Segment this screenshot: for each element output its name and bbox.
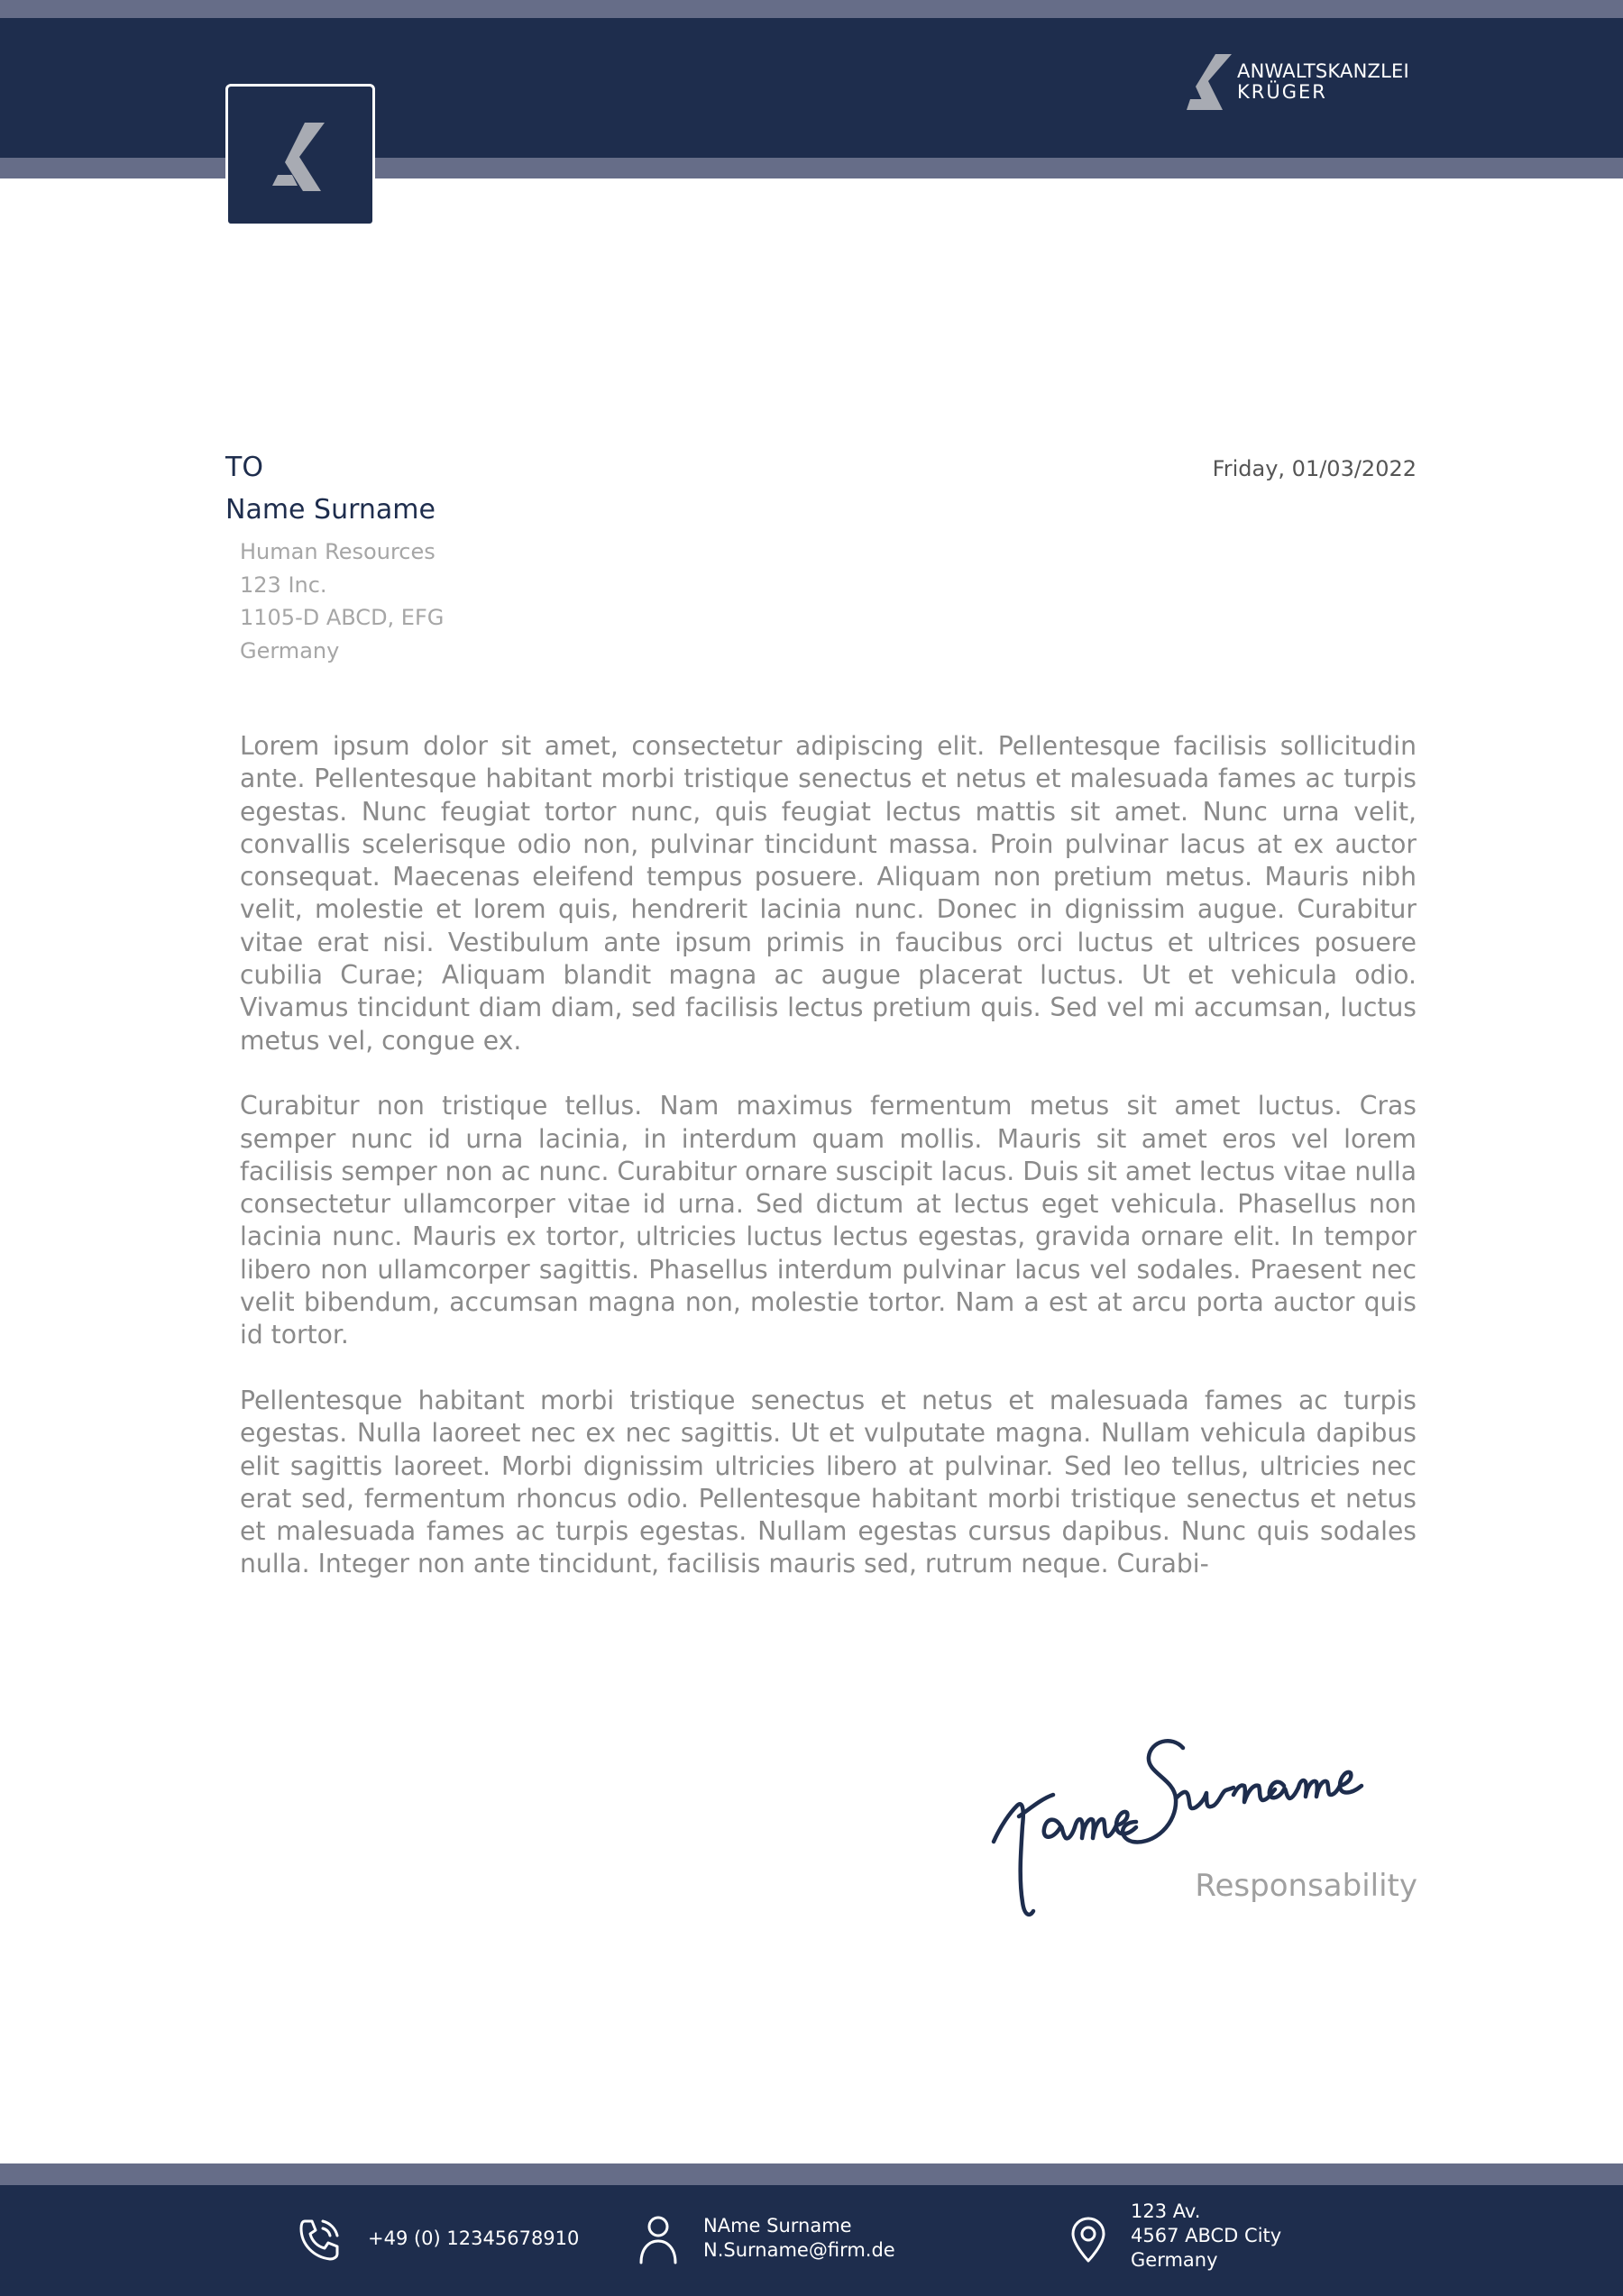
footer-address-line3: Germany <box>1131 2249 1218 2271</box>
body-paragraph: Lorem ipsum dolor sit amet, consectetur adipiscing elit. Pellentesque facilisis sollicitudin ante. Pellentesque habitant morbi tristique senectus et netus et malesuada fames ac turpis egestas. Nunc feugiat tortor nunc, quis feugiat lectus mattis sit amet. Nunc urna velit, convallis scelerisque odio non, pulvinar tincidunt massa. Proin pulvinar lacus at ex auctor consequat. Maecenas eleifend tempus posuere. Aliquam non pretium metus. Mauris nibh velit, molestie et lorem quis, hendrerit lacinia nunc. Donec in dignissim augue. Curabitur vitae erat nisi. Vestibulum ante ipsum primis in faucibus orci luctus et ultrices posuere cubilia Curae; Aliquam blandit magna ac augue placerat luctus. Ut et vehicula odio. Vivamus tincidunt diam diam, sed facilisis lectus pretium quis. Sed vel mi accumsan, luctus metus vel, congue ex. <box>240 731 1417 1056</box>
recipient-name: Name Surname <box>225 494 436 526</box>
brand-name-line2: KRÜGER <box>1237 81 1327 103</box>
recipient-address-block <box>240 535 444 667</box>
location-pin-icon <box>1069 2216 1107 2264</box>
logo-box <box>225 84 375 226</box>
to-label: TO <box>225 452 263 483</box>
footer-phone-number: +49 (0) 12345678910 <box>368 2227 580 2249</box>
phone-icon <box>298 2218 343 2263</box>
signatory-role: Responsability <box>1195 1868 1417 1904</box>
footer-address-line2: 4567 ABCD City <box>1131 2225 1282 2246</box>
brand-chevron-icon <box>1187 54 1237 110</box>
body-paragraph: Curabitur non tristique tellus. Nam maximus fermentum metus sit amet luctus. Cras semper nunc id urna lacinia, in interdum quam mollis. Mauris sit amet eros vel lorem facilisis semper non ac nunc. Curabitur ornare suscipit lacus. Duis sit amet lectus vitae nulla consectetur ullamcorper vitae id urna. Sed dictum at lectus eget vehicula. Phasellus non lacinia nunc. Mauris ex tortor, ultricies luctus lectus egestas, gravida ornare elit. In tempor libero non ullamcorper sagittis. Phasellus interdum pulvinar lacus vel sodales. Praesent nec velit bibendum, accumsan magna non, molestie tortor. Nam a est at arcu porta auctor quis id tortor. <box>240 1091 1417 1350</box>
footer-contact-name: NAme Surname <box>703 2215 852 2237</box>
recipient-company: 123 Inc. <box>240 572 327 598</box>
letter-body <box>240 730 1417 1614</box>
brand-name-line1: ANWALTSKANZLEI <box>1237 60 1409 82</box>
footer-address-line1: 123 Av. <box>1131 2200 1201 2222</box>
kanzlei-chevron-icon <box>272 123 332 191</box>
recipient-address: 1105-D ABCD, EFG <box>240 605 445 630</box>
letter-date: Friday, 01/03/2022 <box>1212 456 1417 481</box>
person-icon <box>638 2214 678 2264</box>
recipient-country: Germany <box>240 637 340 663</box>
recipient-department: Human Resources <box>240 539 436 564</box>
footer-contact-email: N.Surname@firm.de <box>703 2239 895 2261</box>
body-paragraph: Pellentesque habitant morbi tristique senectus et netus et malesuada fames ac turpis egestas. Nulla laoreet nec ex nec sagittis. Ut et vulputate magna. Nullam vehicula dapibus elit sagittis laoreet. Morbi dignissim ultricies libero at pulvinar. Sed leo tellus, ultricies nec erat sed, fermentum rhoncus odio. Pellentesque habitant morbi tristique senectus et netus et malesuada fames ac turpis egestas. Nullam egestas cursus dapibus. Nunc quis sodales nulla. Integer non ante tincidunt, facilisis mauris sed, rutrum neque. Curabi- <box>240 1385 1417 1579</box>
